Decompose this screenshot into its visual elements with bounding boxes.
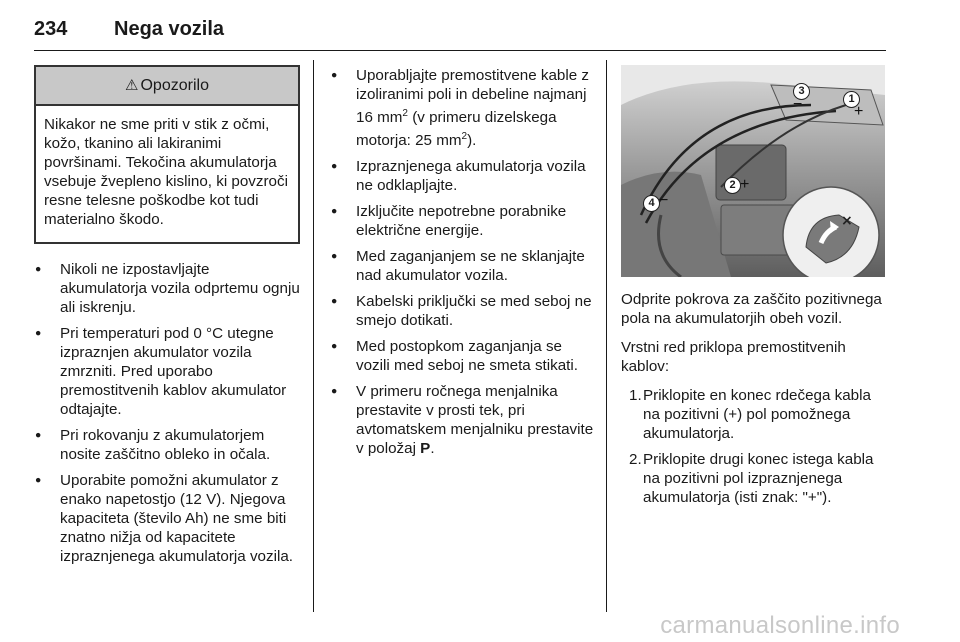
warning-icon: ⚠ bbox=[125, 77, 139, 94]
list-item: ● Izključite nepotrebne porabnike električne energije. bbox=[330, 202, 594, 240]
column-middle bbox=[330, 66, 594, 465]
step-item: 2. Priklopite drugi konec istega kabla na pozitivni pol izpraznjenega akumulatorja (isti znak: "+"). bbox=[629, 451, 874, 506]
list-item: ● Pri temperaturi pod 0 °C utegne izpraznjen akumulator vozila zmrzniti. Pred uporabo premostitvenih kablov akumulator odtajajte. bbox=[34, 324, 300, 419]
page-number: 234 bbox=[34, 18, 68, 40]
callout-1: 1 bbox=[843, 91, 860, 108]
column-divider bbox=[606, 60, 607, 612]
warning-box bbox=[34, 65, 300, 244]
bullet-list bbox=[330, 66, 594, 458]
list-item: ● Nikoli ne izpostavljajte akumulatorja vozila odprtemu ognju ali iskrenju. bbox=[34, 260, 300, 317]
callout-2: 2 bbox=[724, 177, 741, 194]
step-item: 1. Priklopite en konec rdečega kabla na pozitivni (+) pol pomožnega akumulatorja. bbox=[629, 387, 871, 442]
list-item: ● Med postopkom zaganjanja se vozili med seboj ne smeta stikati. bbox=[330, 337, 594, 375]
paragraph: Vrstni red priklopa premostitvenih kablov: bbox=[621, 339, 846, 375]
page-header bbox=[34, 16, 886, 51]
callout-3-minus: − bbox=[793, 96, 803, 113]
engine-bay-figure bbox=[621, 65, 885, 277]
list-item: ● Kabelski priključki se med seboj ne smejo dotikati. bbox=[330, 292, 594, 330]
column-right bbox=[621, 65, 887, 514]
warning-title: Opozorilo bbox=[140, 77, 209, 94]
callout-4: 4 bbox=[643, 195, 660, 212]
svg-text:×: × bbox=[841, 213, 853, 229]
list-item: ● Uporabljajte premostitvene kable z izoliranimi poli in debeline najmanj 16 $mm^2$ (v primeru dizelskega motorja: 25 $mm^2$). bbox=[330, 66, 594, 150]
callout-3: 3 bbox=[793, 83, 810, 100]
watermark: carmanualsonline.info bbox=[660, 612, 900, 639]
warning-header bbox=[36, 67, 298, 106]
paragraph: Odprite pokrova za zaščito pozitivnega pola na akumulatorjih obeh vozil. bbox=[621, 291, 882, 327]
callout-1-plus: + bbox=[854, 103, 864, 120]
list-item: ● Med zaganjanjem se ne sklanjajte nad akumulator vozila. bbox=[330, 247, 594, 285]
bullet-list bbox=[34, 260, 300, 566]
column-left bbox=[34, 65, 300, 573]
callout-2-plus: + bbox=[740, 176, 750, 193]
list-item: ● V primeru ročnega menjalnika prestavite v prosti tek, pri avtomatskem menjalniku prestavite v položaj P. bbox=[330, 382, 594, 458]
steps-list bbox=[621, 386, 887, 507]
list-item: ● Izpraznjenega akumulatorja vozila ne odklapljajte. bbox=[330, 157, 594, 195]
callout-4-minus: − bbox=[659, 192, 669, 209]
warning-text: Nikakor ne sme priti v stik z očmi, kožo, tkanino ali lakiranimi površinami. Tekočina akumulatorja vsebuje žvepleno kislino, ki povzroči resne telesne poškodbe kot tudi materialno škodo. bbox=[44, 116, 288, 228]
page-title: Nega vozila bbox=[114, 18, 225, 40]
list-item: ● Pri rokovanju z akumulatorjem nosite zaščitno obleko in očala. bbox=[34, 426, 300, 464]
list-item: ● Uporabite pomožni akumulator z enako napetostjo (12 V). Njegova kapaciteta (število Ah) ne sme biti znatno nižja od kapacitete izpraznjenega akumulatorja vozila. bbox=[34, 471, 300, 566]
column-divider bbox=[313, 60, 314, 612]
